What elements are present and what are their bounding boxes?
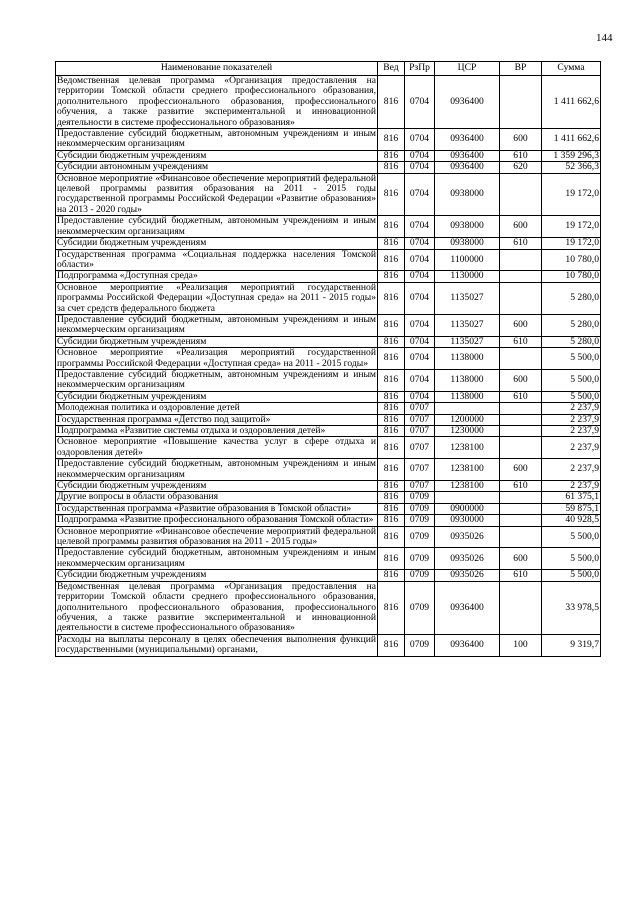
table-row	[56, 216, 601, 238]
table-row	[56, 570, 601, 581]
cell-vr: 600	[500, 216, 542, 238]
cell-name: Основное мероприятие «Реализация мероприятий государственной программы Российской Федерации «Доступная среда» на 2011 - 2015 годы» за счет средств федерального бюджета	[57, 281, 376, 314]
cell-sum: 2 237,9	[542, 403, 601, 414]
cell-ved: 816	[378, 369, 405, 391]
cell-name: Предоставление субсидий бюджетным, автономным учреждениям и иным некоммерческим организациям	[57, 547, 376, 569]
cell-sum: 2 237,9	[542, 426, 601, 437]
cell-ved: 816	[378, 634, 405, 656]
cell-ved: 816	[378, 150, 405, 161]
cell-sum: 10 780,0	[542, 249, 601, 271]
cell-ved: 816	[378, 391, 405, 402]
table-row	[56, 348, 601, 370]
cell-rzpr: 0707	[405, 459, 435, 481]
table-row	[56, 481, 601, 492]
cell-csr	[435, 403, 500, 414]
table-row	[56, 391, 601, 402]
table-row	[56, 503, 601, 514]
table-row	[56, 403, 601, 414]
cell-ved: 816	[378, 481, 405, 492]
cell-sum: 40 928,5	[542, 515, 601, 526]
cell-csr: 0935026	[435, 548, 500, 570]
cell-vr	[500, 426, 542, 437]
cell-sum: 19 172,0	[542, 216, 601, 238]
cell-name: Предоставление субсидий бюджетным, автономным учреждениям и иным некоммерческим организациям	[57, 215, 376, 237]
table-row	[56, 162, 601, 173]
cell-rzpr: 0709	[405, 581, 435, 634]
cell-sum: 5 500,0	[542, 548, 601, 570]
cell-vr: 610	[500, 391, 542, 402]
table-row	[56, 515, 601, 526]
cell-rzpr: 0704	[405, 391, 435, 402]
cell-ved: 816	[378, 216, 405, 238]
cell-name: Субсидии бюджетным учреждениям	[56, 391, 378, 402]
budget-table	[55, 61, 601, 657]
cell-name: Предоставление субсидий бюджетным, автономным учреждениям и иным некоммерческим организациям	[57, 458, 376, 480]
cell-vr	[500, 282, 542, 314]
cell-rzpr: 0704	[405, 282, 435, 314]
cell-ved: 816	[378, 426, 405, 437]
cell-csr: 0936400	[435, 634, 500, 656]
cell-rzpr: 0704	[405, 348, 435, 370]
table-row	[56, 150, 601, 161]
cell-sum: 2 237,9	[542, 437, 601, 459]
cell-csr: 0936400	[435, 150, 500, 161]
cell-sum: 33 978,5	[542, 581, 601, 634]
cell-csr: 1238100	[435, 459, 500, 481]
cell-csr: 1100000	[435, 249, 500, 271]
cell-vr: 610	[500, 336, 542, 347]
cell-rzpr: 0709	[405, 570, 435, 581]
header-name: Наименование показателей	[56, 62, 378, 76]
cell-name: Субсидии бюджетным учреждениям	[56, 570, 378, 581]
table-row	[56, 336, 601, 347]
cell-name: Расходы на выплаты персоналу в целях обеспечения выполнения функций государственными (муниципальными) органами,	[57, 633, 376, 656]
cell-ved: 816	[378, 271, 405, 282]
header-sum: Сумма	[542, 62, 601, 76]
cell-name: Ведомственная целевая программа «Организация предоставления на территории Томской области среднего профессионального образования, дополнительного профессионального образования, профессионального обучения, а также развитие экспериментальной и инновационной деятельности в системе профессионального образования»	[57, 75, 376, 128]
cell-vr: 600	[500, 369, 542, 391]
cell-vr	[500, 403, 542, 414]
cell-sum: 1 359 296,3	[542, 150, 601, 161]
cell-csr: 1135027	[435, 282, 500, 314]
table-row	[56, 271, 601, 282]
cell-rzpr: 0707	[405, 437, 435, 459]
table-row	[56, 581, 601, 634]
cell-sum: 1 411 662,6	[542, 76, 601, 129]
cell-rzpr: 0709	[405, 515, 435, 526]
cell-vr: 100	[500, 634, 542, 656]
cell-vr	[500, 348, 542, 370]
cell-rzpr: 0707	[405, 481, 435, 492]
cell-ved: 816	[378, 503, 405, 514]
cell-name: Субсидии бюджетным учреждениям	[56, 150, 378, 161]
cell-csr: 1138000	[435, 348, 500, 370]
cell-sum: 61 375,1	[542, 492, 601, 503]
cell-ved: 816	[378, 437, 405, 459]
cell-sum: 2 237,9	[542, 481, 601, 492]
cell-vr	[500, 249, 542, 271]
cell-vr	[500, 492, 542, 503]
cell-csr: 1138000	[435, 369, 500, 391]
cell-csr: 0930000	[435, 515, 500, 526]
cell-rzpr: 0707	[405, 403, 435, 414]
cell-csr: 1138000	[435, 391, 500, 402]
cell-rzpr: 0704	[405, 249, 435, 271]
cell-csr: 0936400	[435, 162, 500, 173]
cell-ved: 816	[378, 238, 405, 249]
header-vr: ВР	[500, 62, 542, 76]
table-row	[56, 548, 601, 570]
cell-csr: 1135027	[435, 314, 500, 336]
cell-rzpr: 0709	[405, 503, 435, 514]
cell-vr	[500, 76, 542, 129]
cell-csr: 1130000	[435, 271, 500, 282]
table-row	[56, 437, 601, 459]
table-row	[56, 492, 601, 503]
cell-sum: 5 500,0	[542, 348, 601, 370]
cell-ved: 816	[378, 526, 405, 548]
table-row	[56, 249, 601, 271]
cell-ved: 816	[378, 249, 405, 271]
cell-ved: 816	[378, 76, 405, 129]
table-row	[56, 414, 601, 425]
header-csr: ЦСР	[435, 62, 500, 76]
cell-ved: 816	[378, 336, 405, 347]
cell-vr	[500, 437, 542, 459]
cell-csr: 0936400	[435, 581, 500, 634]
cell-sum: 9 319,7	[542, 634, 601, 656]
cell-name: Ведомственная целевая программа «Организация предоставления на территории Томской области среднего профессионального образования, дополнительного профессионального образования, профессионального обучения, а также развитие экспериментальной и инновационной деятельности в системе профессионального образования»	[57, 580, 376, 634]
cell-csr: 1238100	[435, 481, 500, 492]
cell-vr: 600	[500, 548, 542, 570]
cell-ved: 816	[378, 162, 405, 173]
cell-ved: 816	[378, 548, 405, 570]
cell-name: Государственная программа «Социальная поддержка населения Томской области»	[57, 248, 376, 270]
cell-vr	[500, 414, 542, 425]
table-header-row	[56, 62, 601, 76]
cell-name: Субсидии бюджетным учреждениям	[56, 238, 378, 249]
cell-vr	[500, 526, 542, 548]
cell-sum: 19 172,0	[542, 238, 601, 249]
cell-rzpr: 0707	[405, 414, 435, 425]
cell-rzpr: 0704	[405, 271, 435, 282]
cell-rzpr: 0704	[405, 238, 435, 249]
cell-csr: 0938000	[435, 216, 500, 238]
cell-ved: 816	[378, 581, 405, 634]
cell-rzpr: 0704	[405, 369, 435, 391]
cell-sum: 19 172,0	[542, 173, 601, 216]
cell-ved: 816	[378, 282, 405, 314]
cell-vr: 620	[500, 162, 542, 173]
cell-name: Государственная программа «Детство под защитой»	[56, 414, 378, 425]
cell-vr: 610	[500, 238, 542, 249]
cell-ved: 816	[378, 570, 405, 581]
cell-vr: 600	[500, 129, 542, 151]
cell-csr: 0936400	[435, 76, 500, 129]
cell-ved: 816	[378, 348, 405, 370]
cell-ved: 816	[378, 173, 405, 216]
cell-name: Государственная программа «Развитие образования в Томской области»	[56, 503, 378, 514]
cell-rzpr: 0704	[405, 150, 435, 161]
table-row	[56, 238, 601, 249]
cell-csr: 1238100	[435, 437, 500, 459]
cell-rzpr: 0704	[405, 76, 435, 129]
cell-csr: 0935026	[435, 526, 500, 548]
cell-name: Основное мероприятие «Финансовое обеспечение мероприятий федеральной целевой программы развития образования на 2011 - 2015 годы государственной программы Российской Федерации «Развитие образования» на 2013 - 2020 годы»	[57, 172, 376, 215]
cell-name: Субсидии автономным учреждениям	[56, 162, 378, 173]
cell-csr: 0938000	[435, 173, 500, 216]
cell-csr: 1230000	[435, 426, 500, 437]
cell-name: Подпрограмма «Развитие системы отдыха и оздоровления детей»	[56, 426, 378, 437]
cell-csr: 0938000	[435, 238, 500, 249]
cell-name: Основное мероприятие «Финансовое обеспечение мероприятий федеральной целевой программы развития образования на 2011 - 2015 годы»	[57, 525, 376, 548]
cell-sum: 59 875,1	[542, 503, 601, 514]
cell-name: Подпрограмма «Доступная среда»	[56, 271, 378, 282]
page-number: 144	[596, 32, 613, 44]
cell-rzpr: 0704	[405, 314, 435, 336]
cell-sum: 5 500,0	[542, 369, 601, 391]
cell-csr: 0900000	[435, 503, 500, 514]
header-rzpr: РзПр	[405, 62, 435, 76]
table-row	[56, 173, 601, 216]
cell-ved: 816	[378, 314, 405, 336]
cell-sum: 5 500,0	[542, 570, 601, 581]
cell-vr: 610	[500, 150, 542, 161]
cell-name: Предоставление субсидий бюджетным, автономным учреждениям и иным некоммерческим организациям	[57, 368, 376, 391]
cell-vr	[500, 503, 542, 514]
cell-vr	[500, 173, 542, 216]
cell-sum: 5 280,0	[542, 314, 601, 336]
header-ved: Вед	[378, 62, 405, 76]
cell-name: Субсидии бюджетным учреждениям	[56, 336, 378, 347]
cell-csr: 0935026	[435, 570, 500, 581]
table-row	[56, 634, 601, 656]
table-row	[56, 282, 601, 314]
cell-ved: 816	[378, 492, 405, 503]
cell-name: Субсидии бюджетным учреждениям	[56, 481, 378, 492]
cell-ved: 816	[378, 414, 405, 425]
cell-vr: 600	[500, 459, 542, 481]
cell-vr	[500, 271, 542, 282]
cell-sum: 5 500,0	[542, 526, 601, 548]
cell-name: Предоставление субсидий бюджетным, автономным учреждениям и иным некоммерческим организациям	[57, 128, 376, 150]
cell-rzpr: 0704	[405, 173, 435, 216]
cell-vr	[500, 515, 542, 526]
cell-name: Подпрограмма «Развитие профессионального образования Томской области»	[56, 515, 378, 526]
cell-rzpr: 0709	[405, 492, 435, 503]
cell-rzpr: 0709	[405, 548, 435, 570]
cell-ved: 816	[378, 129, 405, 151]
cell-rzpr: 0709	[405, 634, 435, 656]
table-row	[56, 129, 601, 151]
table-row	[56, 314, 601, 336]
cell-rzpr: 0704	[405, 336, 435, 347]
table-row	[56, 369, 601, 391]
cell-sum: 5 280,0	[542, 336, 601, 347]
cell-name: Молодежная политика и оздоровление детей	[56, 403, 378, 414]
cell-name: Основное мероприятие «Реализация мероприятий государственной программы Российской Федерации «Доступная среда» на 2011 - 2015 годы»	[57, 347, 376, 369]
cell-name: Предоставление субсидий бюджетным, автономным учреждениям и иным некоммерческим организациям	[57, 313, 376, 336]
cell-csr: 1135027	[435, 336, 500, 347]
cell-sum: 2 237,9	[542, 414, 601, 425]
cell-sum: 52 366,3	[542, 162, 601, 173]
cell-sum: 10 780,0	[542, 271, 601, 282]
table-row	[56, 426, 601, 437]
cell-rzpr: 0704	[405, 216, 435, 238]
cell-rzpr: 0707	[405, 426, 435, 437]
cell-sum: 2 237,9	[542, 459, 601, 481]
cell-sum: 1 411 662,6	[542, 129, 601, 151]
cell-name: Другие вопросы в области образования	[56, 492, 378, 503]
cell-sum: 5 500,0	[542, 391, 601, 402]
cell-rzpr: 0704	[405, 162, 435, 173]
cell-ved: 816	[378, 459, 405, 481]
cell-csr	[435, 492, 500, 503]
cell-vr	[500, 581, 542, 634]
cell-csr: 1200000	[435, 414, 500, 425]
cell-ved: 816	[378, 403, 405, 414]
cell-vr: 610	[500, 481, 542, 492]
cell-sum: 5 280,0	[542, 282, 601, 314]
cell-ved: 816	[378, 515, 405, 526]
table-row	[56, 459, 601, 481]
cell-vr: 600	[500, 314, 542, 336]
table-row	[56, 526, 601, 548]
cell-rzpr: 0704	[405, 129, 435, 151]
table-row	[56, 76, 601, 129]
cell-name: Основное мероприятие «Повышение качества услуг в сфере отдыха и оздоровления детей»	[57, 436, 376, 458]
cell-rzpr: 0709	[405, 526, 435, 548]
cell-vr: 610	[500, 570, 542, 581]
cell-csr: 0936400	[435, 129, 500, 151]
